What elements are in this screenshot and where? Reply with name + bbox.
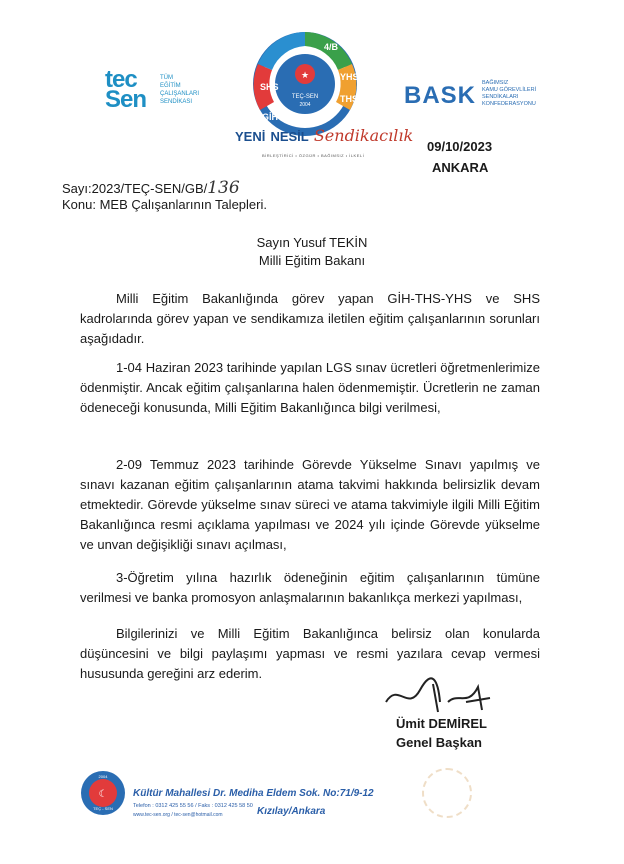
slogan-script: Sendikacılık	[313, 126, 414, 145]
tec-logo-small-1: EĞİTİM	[160, 83, 181, 89]
tec-logo-small-0: TÜM	[160, 75, 173, 81]
footer-address: Kültür Mahallesi Dr. Mediha Eldem Sok. No:71/9-12	[133, 788, 374, 799]
paragraph-item-3: 3-Öğretim yılına hazırlık ödeneğinin eğitim çalışanlarının tümüne verilmesi ve banka promosyon anlaşmalarının bakanlıkça merkezi yapılması,	[80, 570, 540, 605]
emblem-seg-yhs: YHS	[340, 72, 359, 82]
reference-number	[62, 178, 240, 198]
sub-slogan: BİRLEŞTİRİCİ • ÖZGÜR • BAĞIMSIZ • İLKELİ	[262, 153, 365, 158]
subject-line: Konu: MEB Çalışanlarının Talepleri.	[62, 197, 267, 212]
letter-city: ANKARA	[432, 160, 489, 175]
footer-district: Kızılay/Ankara	[257, 806, 326, 817]
reference-label: Sayı:2023/TEÇ-SEN/GB/	[62, 181, 208, 196]
reference-handwritten-number: 136	[207, 178, 240, 198]
faint-seal	[422, 768, 472, 818]
footer-logo-text: TEÇ - SEN	[93, 806, 113, 811]
signer-title: Genel Başkan	[396, 735, 482, 750]
footer-phone: Telefon : 0312 425 55 56 / Faks : 0312 425 58 50	[133, 803, 253, 809]
letter-date: 09/10/2023	[427, 139, 493, 154]
bask-small-2: SENDİKALARI	[482, 94, 519, 100]
tec-sen-logo	[105, 66, 215, 115]
signature-scribble	[378, 672, 498, 717]
paragraph-item-1: 1-04 Haziran 2023 tarihinde yapılan LGS sınav ücretleri öğretmenlerimize ödenmiştir. Ancak eğitim çalışanlarına halen ödenmemiştir. Ücretlerin ne zaman ödeneceği konusunda, Milli Eğitim Bakanlığınca bilgi verilmesi,	[80, 360, 540, 415]
tec-logo-line1: tec	[105, 66, 137, 93]
slogan	[235, 126, 413, 145]
paragraph-intro: Milli Eğitim Bakanlığında görev yapan GİH-THS-YHS ve SHS kadrolarında görev yapan ve sendikamıza iletilen eğitim çalışanlarının sorunları aşağıdadır.	[80, 291, 540, 346]
emblem-center-text: TEÇ-SEN	[291, 94, 319, 100]
bask-logo-small	[482, 80, 536, 108]
emblem-seg-shs: SHS	[260, 82, 279, 92]
tec-logo-small-3: SENDİKASI	[160, 99, 193, 105]
emblem-seg-gih: GİH	[262, 112, 279, 122]
svg-text:☾: ☾	[98, 789, 108, 800]
emblem-year: 2004	[299, 102, 311, 108]
bask-small-3: KONFEDERASYONU	[482, 101, 536, 107]
emblem-seg-4b: 4/B	[324, 42, 339, 52]
bask-small-1: KAMU GÖREVLİLERİ	[482, 87, 537, 93]
tec-logo-small-2: ÇALIŞANLARI	[160, 91, 200, 97]
footer-web: www.tec-sen.org / tec-sen@hotmail.com	[133, 812, 223, 818]
svg-text:★: ★	[300, 71, 310, 81]
addressee-title: Milli Eğitim Bakanı	[258, 253, 366, 268]
signer-name: Ümit DEMİREL	[396, 716, 487, 731]
paragraph-item-2: 2-09 Temmuz 2023 tarihinde Görevde Yükselme Sınavı yapılmış ve sınavı kazanan eğitim çalışanlarının atama takvimi hakkında belirsizlik devam etmektedir. Görevde yükselme sınav süreci ve atama takvimiyle ilgili Milli Eğitim Bakanlığınca resmi açıklama yapılması ve 2024 yılı içinde Görevde yükselme ve unvan değişikliği sınavı açılması,	[80, 457, 540, 552]
footer-logo-year: 2004	[98, 774, 108, 779]
addressee-name: Sayın Yusuf TEKİN	[256, 235, 368, 250]
bask-small-0: BAĞIMSIZ	[482, 80, 509, 86]
slogan-part2: NESİL	[270, 129, 309, 144]
tec-logo-line2: Sen	[105, 86, 147, 113]
footer-logo-icon	[80, 770, 126, 816]
slogan-part1: YENİ	[235, 129, 266, 144]
emblem-seg-ths: THS	[340, 94, 358, 104]
bask-logo: BASK	[404, 82, 477, 109]
paragraph-closing: Bilgilerinizi ve Milli Eğitim Bakanlığınca belirsiz olan konularda düşüncesini ve bilgi paylaşımı yapması ve resmi yazılara cevap vermesi hususunda gereğini arz ederim.	[80, 626, 540, 681]
